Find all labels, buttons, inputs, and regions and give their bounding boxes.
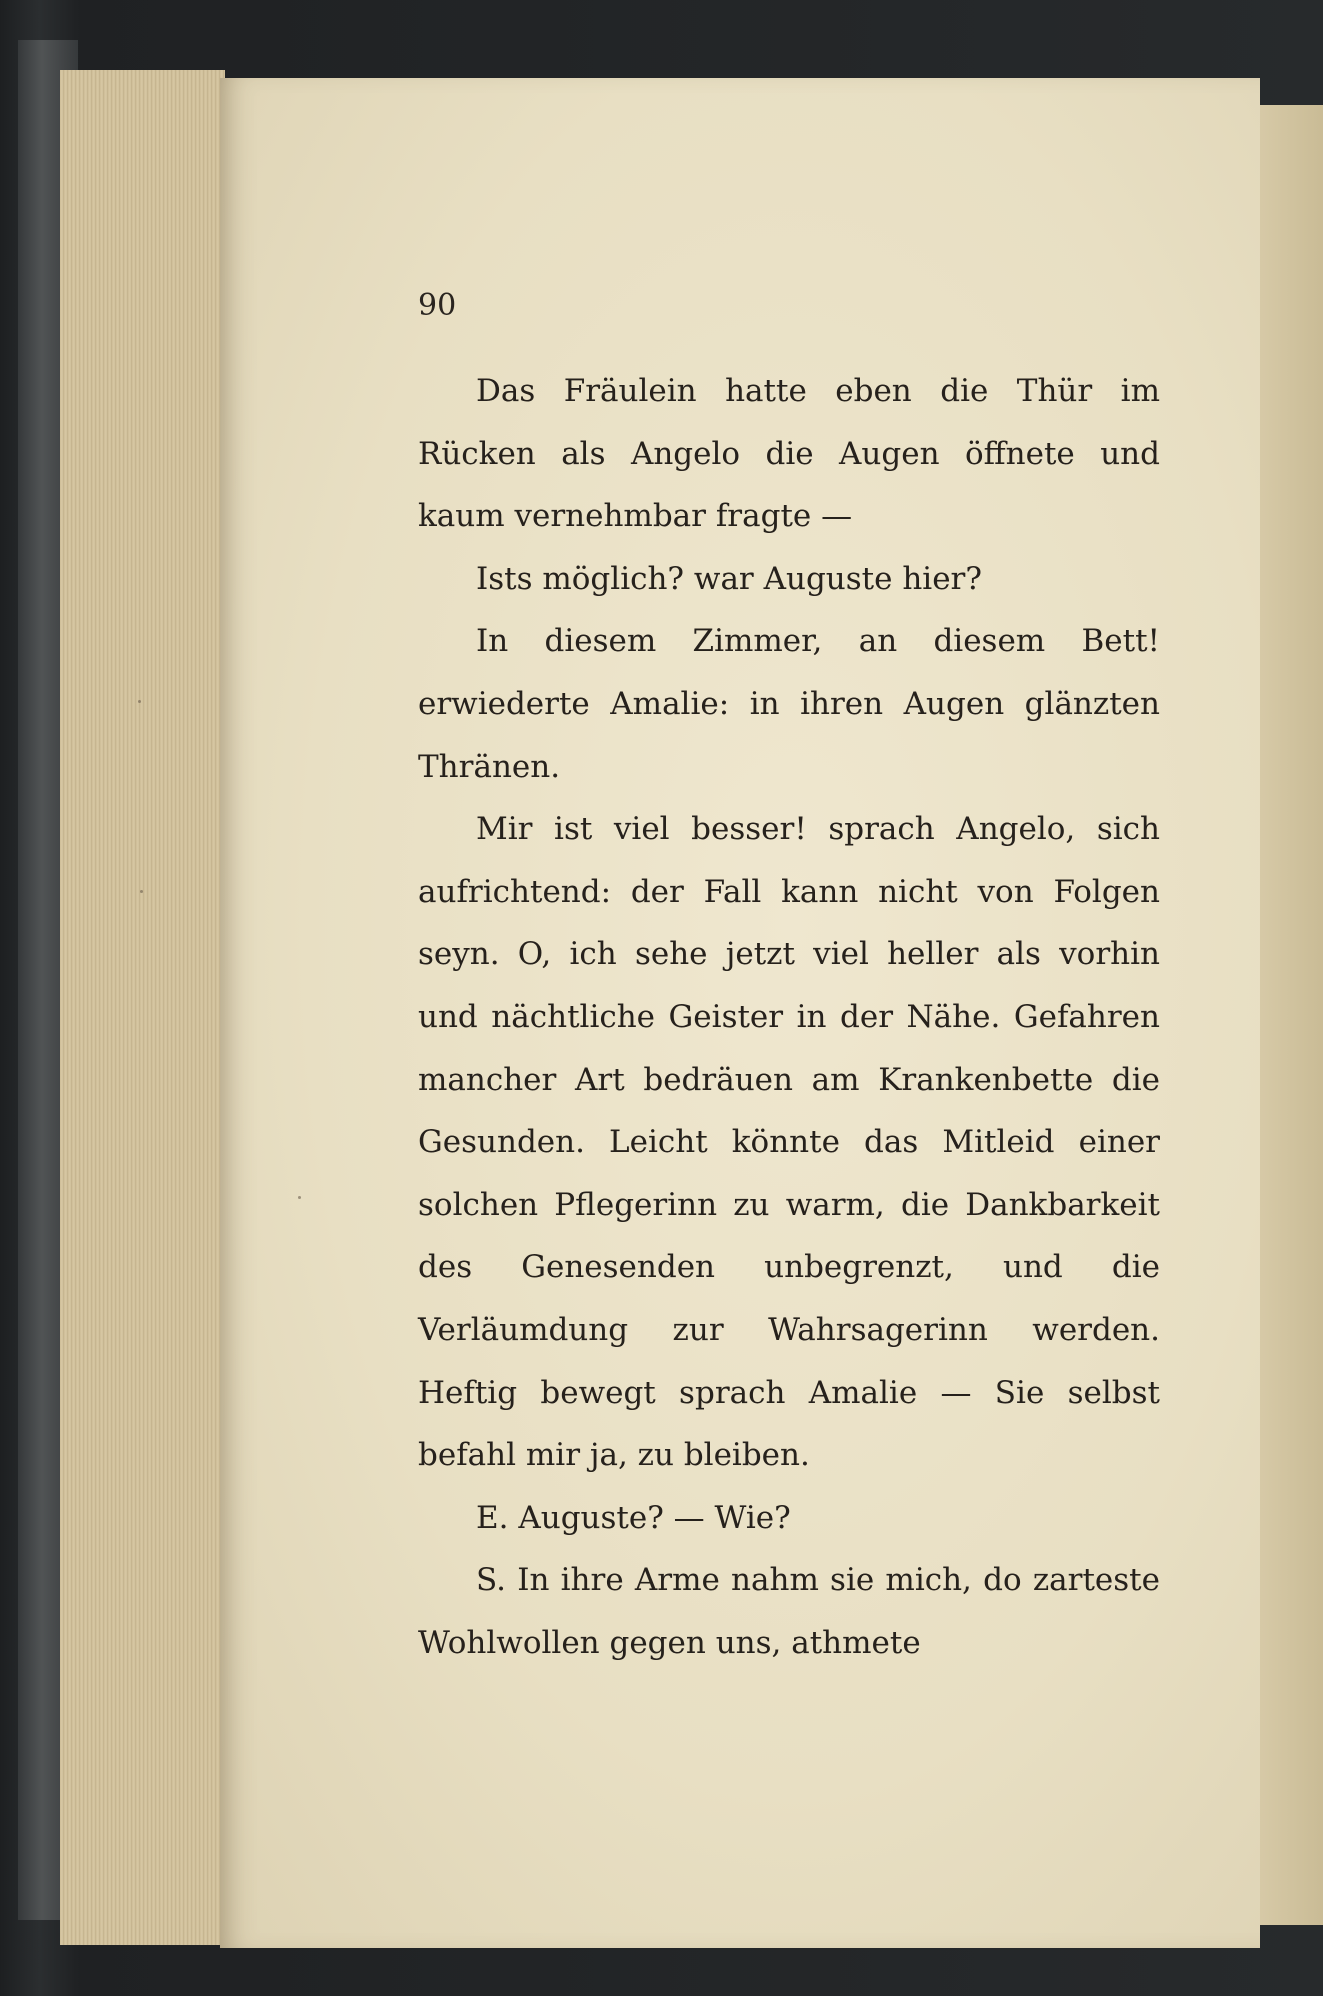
paragraph-2: Ists möglich? war Auguste hier?: [476, 560, 982, 597]
paragraph-5: E. Auguste? — Wie?: [476, 1499, 791, 1536]
page-number: 90: [418, 288, 457, 323]
paragraph-3: In diesem Zimmer, an diesem Bett! erwiederte Amalie: in ihren Augen glänzten Thränen.: [418, 623, 1160, 785]
paper-speck: [298, 1196, 301, 1199]
paragraph-4: Mir ist viel besser! sprach Angelo, sich aufrichtend: der Fall kann nicht von Folgen seyn. O, ich sehe jetzt viel heller als vorhin und nächtliche Geister in der Nähe. Gefahren mancher Art bedräuen am Krankenbette die Gesunden. Leicht könnte das Mitleid einer solchen Pflegerinn zu warm, die Dankbarkeit des Genesenden unbegrenzt, und die Verläumdung zur Wahrsagerinn werden. Heftig bewegt sprach Amalie — Sie selbst befahl mir ja, zu bleiben.: [418, 811, 1160, 1474]
page-body-text: [418, 360, 1160, 1674]
paper-speck: [140, 890, 143, 893]
paragraph-1: Das Fräulein hatte eben die Thür im Rücken als Angelo die Augen öffnete und kaum vernehmbar fragte —: [418, 373, 1160, 535]
facing-page-edge: [1250, 105, 1323, 1925]
page-edges: [60, 70, 225, 1945]
paper-speck: [138, 700, 141, 703]
paragraph-6: S. In ihre Arme nahm sie mich, do zarteste Wohlwollen gegen uns, athmete: [418, 1562, 1160, 1661]
